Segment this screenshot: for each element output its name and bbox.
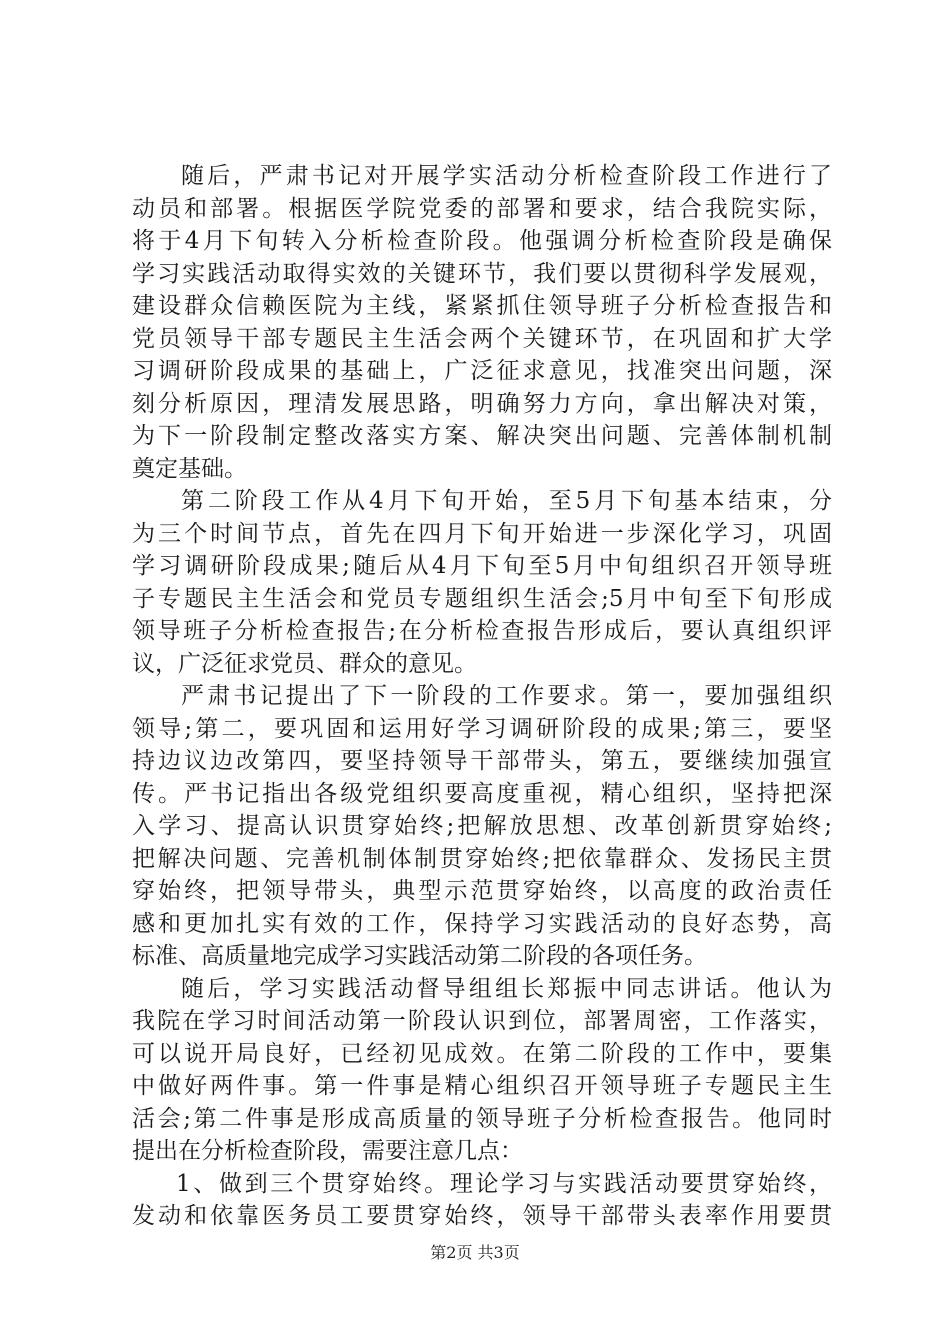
text-line: 议，广泛征求党员、群众的意见。: [132, 650, 477, 677]
page-number-footer: 第2页 共3页: [430, 1243, 520, 1262]
text-line: 活会;第二件事是形成高质量的领导班子分析检查报告。他同时: [132, 1105, 832, 1132]
text-line: 1、做到三个贯穿始终。理论学习与实践活动要贯穿始终，: [176, 1170, 832, 1197]
text-line: 领导班子分析检查报告;在分析检查报告形成后，要认真组织评: [132, 618, 832, 644]
text-line: 传。严书记指出各级党组织要高度重视，精心组织，坚持把深: [132, 780, 832, 807]
text-line: 第二阶段工作从4月下旬开始，至5月下旬基本结束，分: [181, 488, 832, 514]
text-line: 学习实践活动取得实效的关键环节，我们要以贯彻科学发展观，: [132, 260, 832, 287]
text-line: 党员领导干部专题民主生活会两个关键环节，在巩固和扩大学: [132, 325, 832, 352]
text-line: 严肃书记提出了下一阶段的工作要求。第一，要加强组织: [181, 683, 832, 709]
text-line: 为下一阶段制定整改落实方案、解决突出问题、完善体制机制: [132, 423, 832, 449]
text-line: 刻分析原因，理清发展思路，明确努力方向，拿出解决对策，: [132, 390, 832, 417]
text-line: 将于4月下旬转入分析检查阶段。他强调分析检查阶段是确保: [132, 228, 832, 254]
text-line: 提出在分析检查阶段，需要注意几点：: [132, 1138, 523, 1164]
text-line: 随后，学习实践活动督导组组长郑振中同志讲话。他认为: [181, 975, 832, 1002]
text-line: 可以说开局良好，已经初见成效。在第二阶段的工作中，要集: [132, 1040, 832, 1067]
text-line: 持边议边改第四，要坚持领导干部带头，第五，要继续加强宣: [132, 748, 832, 774]
text-line: 随后，严肃书记对开展学实活动分析检查阶段工作进行了: [181, 163, 832, 189]
text-line: 子专题民主生活会和党员专题组织生活会;5月中旬至下旬形成: [132, 585, 832, 612]
text-line: 习调研阶段成果的基础上，广泛征求意见，找准突出问题，深: [132, 358, 832, 384]
text-line: 标准、高质量地完成学习实践活动第二阶段的各项任务。: [132, 943, 707, 969]
text-line: 穿始终，把领导带头，典型示范贯穿始终，以高度的政治责任: [132, 878, 832, 904]
text-line: 领导;第二，要巩固和运用好学习调研阶段的成果;第三，要坚: [132, 715, 832, 742]
text-line: 中做好两件事。第一件事是精心组织召开领导班子专题民主生: [132, 1073, 832, 1099]
text-line: 把解决问题、完善机制体制贯穿始终;把依靠群众、发扬民主贯: [132, 845, 832, 872]
text-line: 建设群众信赖医院为主线，紧紧抓住领导班子分析检查报告和: [132, 293, 832, 319]
text-line: 发动和依靠医务员工要贯穿始终，领导干部带头表率作用要贯: [132, 1203, 832, 1229]
document-body: [132, 160, 832, 1233]
text-line: 感和更加扎实有效的工作，保持学习实践活动的良好态势，高: [132, 910, 832, 937]
text-line: 学习调研阶段成果;随后从4月下旬至5月中旬组织召开领导班: [132, 553, 832, 579]
text-line: 动员和部署。根据医学院党委的部署和要求，结合我院实际，: [132, 195, 832, 222]
text-line: 我院在学习时间活动第一阶段认识到位，部署周密，工作落实，: [132, 1008, 832, 1034]
text-line: 入学习、提高认识贯穿始终;把解放思想、改革创新贯穿始终;: [132, 813, 832, 839]
text-line: 为三个时间节点，首先在四月下旬开始进一步深化学习，巩固: [132, 520, 832, 547]
text-line: 奠定基础。: [132, 455, 247, 482]
